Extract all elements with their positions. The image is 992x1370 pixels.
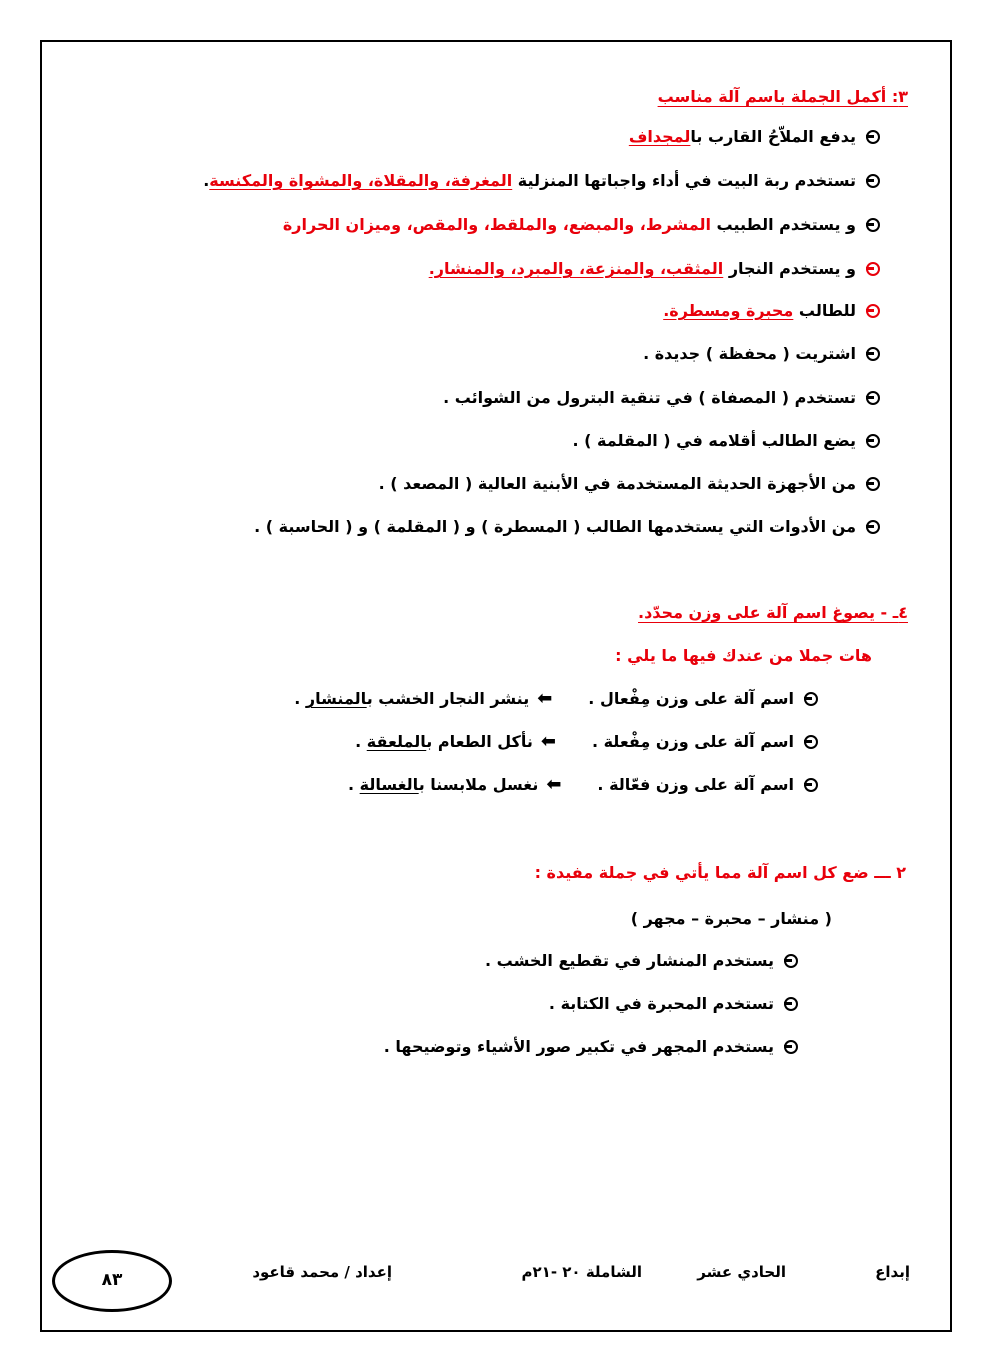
list-item: للطالب محبرة ومسطرة. xyxy=(663,300,880,322)
list-item: يستخدم المنشار في تقطيع الخشب . xyxy=(485,950,798,972)
bullet-icon xyxy=(866,347,880,361)
footer-author: إعداد / محمد قاعود xyxy=(252,1263,392,1281)
list-item: تستخدم ( المصفاة ) في تنقية البترول من الشوائب . xyxy=(443,387,880,409)
arrow-left-icon: ⬅ xyxy=(537,688,553,709)
bullet-icon xyxy=(866,304,880,318)
bullet-icon xyxy=(866,477,880,491)
bullet-icon xyxy=(804,735,818,749)
bullet-icon xyxy=(866,130,880,144)
footer-series: الشاملة ٢٠ -٢١م xyxy=(521,1263,642,1281)
section2-heading: ٢ ـــ ضع كل اسم آلة مما يأتي في جملة مفيدة : xyxy=(534,863,906,882)
list-item: و يستخدم النجار المثقب، والمنزعة، والمبرد، والمنشار. xyxy=(429,258,880,280)
bullet-icon xyxy=(804,692,818,706)
bullet-icon xyxy=(866,262,880,276)
list-item: اسم آلة على وزن مِفْعلة .⬅نأكل الطعام بالملعقة . xyxy=(355,731,818,753)
list-item: من الأدوات التي يستخدمها الطالب ( المسطرة ) و ( المقلمة ) و ( الحاسبة ) . xyxy=(254,516,880,538)
bullet-icon xyxy=(866,174,880,188)
section3-heading: ٣: أكمل الجملة باسم آلة مناسب xyxy=(657,87,908,106)
arrow-left-icon: ⬅ xyxy=(540,731,556,752)
section4-subheading: هات جملا من عندك فيها ما يلي : xyxy=(615,646,872,665)
footer-brand: إبداع xyxy=(875,1263,910,1281)
list-item: و يستخدم الطبيب المشرط، والمبضع، والملقط، والمقص، وميزان الحرارة xyxy=(283,214,880,236)
footer-grade: الحادي عشر xyxy=(697,1263,786,1281)
section4-heading: ٤ـ - يصوغ اسم آلة على وزن محدّد. xyxy=(638,603,908,622)
page-number: ٨٣ xyxy=(52,1250,172,1312)
bullet-icon xyxy=(866,434,880,448)
list-item: اسم آلة على وزن فعّالة .⬅نغسل ملابسنا بالغسالة . xyxy=(348,774,818,796)
section2-words: ( منشار – محبرة – مجهر ) xyxy=(630,909,832,928)
list-item: من الأجهزة الحديثة المستخدمة في الأبنية العالية ( المصعد ) . xyxy=(379,473,880,495)
list-item: اشتريت ( محفظة ) جديدة . xyxy=(643,343,880,365)
bullet-icon xyxy=(784,997,798,1011)
list-item: يضع الطالب أقلامه في ( المقلمة ) . xyxy=(572,430,880,452)
arrow-left-icon: ⬅ xyxy=(546,774,562,795)
list-item: يدفع الملاّحُ القارب بالمجداف xyxy=(629,126,880,148)
bullet-icon xyxy=(784,1040,798,1054)
list-item: تستخدم المحبرة في الكتابة . xyxy=(549,993,798,1015)
bullet-icon xyxy=(784,954,798,968)
bullet-icon xyxy=(866,391,880,405)
list-item: يستخدم المجهر في تكبير صور الأشياء وتوضيحها . xyxy=(384,1036,798,1058)
list-item: تستخدم ربة البيت في أداء واجباتها المنزلية المغرفة، والمقلاة، والمشواة والمكنسة. xyxy=(203,170,880,192)
bullet-icon xyxy=(866,520,880,534)
bullet-icon xyxy=(866,218,880,232)
bullet-icon xyxy=(804,778,818,792)
list-item: اسم آلة على وزن مِفْعال .⬅ينشر النجار الخشب بالمنشار . xyxy=(294,688,818,710)
